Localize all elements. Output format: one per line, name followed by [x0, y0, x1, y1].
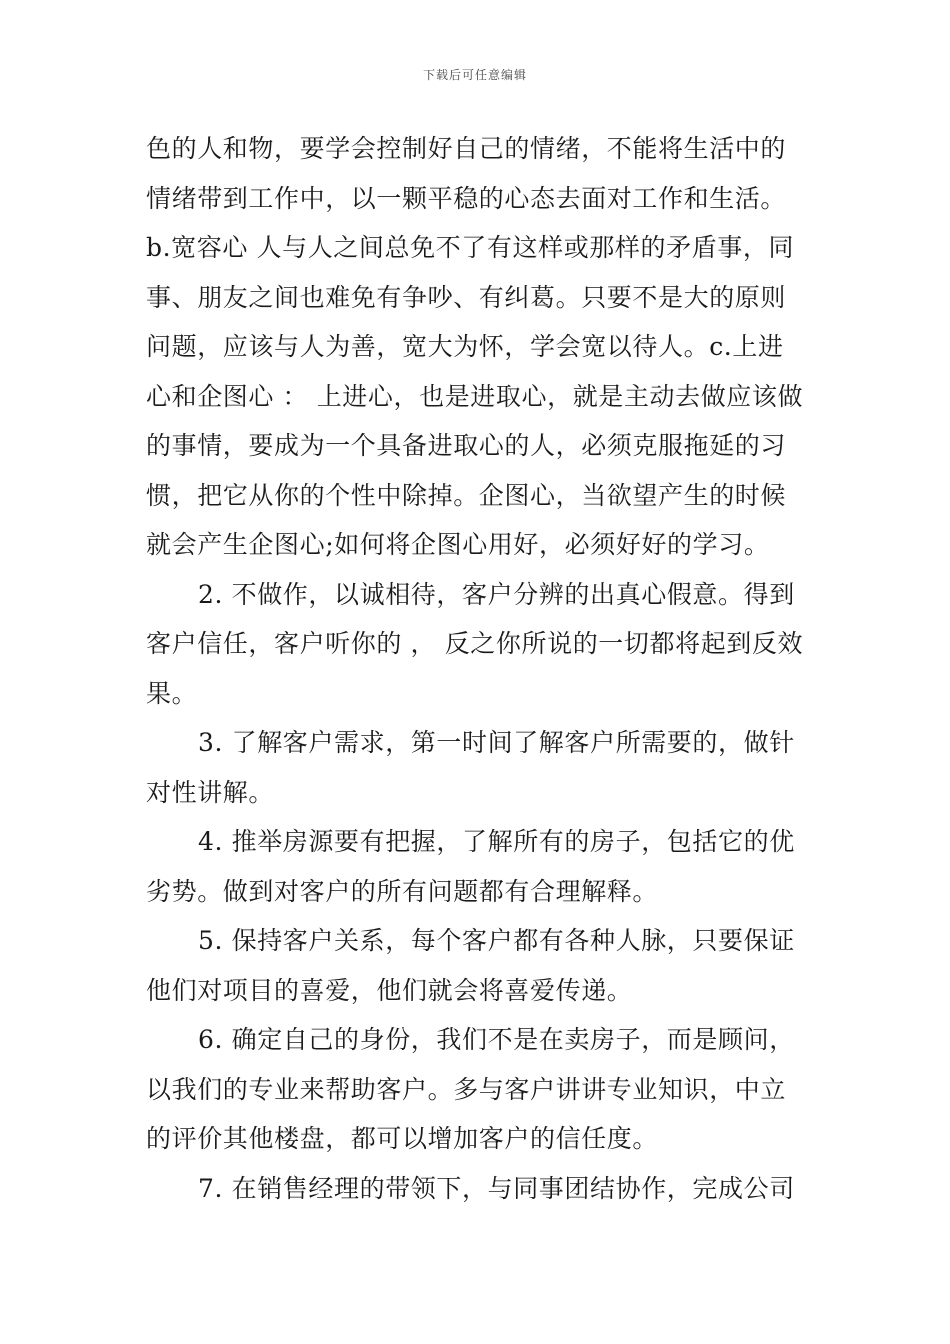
text-line: 客户信任，客户听你的 ， 反之你所说的一切都将起到反效 — [146, 629, 804, 658]
text-line: 6. 确定自己的身份，我们不是在卖房子，而是顾问， — [198, 1025, 795, 1054]
text-line: 果。 — [146, 678, 198, 708]
text-line: 情绪带到工作中，以一颗平稳的心态去面对工作和生活。 — [146, 183, 787, 213]
text-line: 问题，应该与人为善，宽大为怀，学会宽以待人。c.上进 — [146, 332, 784, 361]
page-header: 下载后可任意编辑 — [422, 68, 527, 82]
text-line: 4. 推举房源要有把握，了解所有的房子，包括它的优 — [198, 827, 795, 856]
text-line: 他们对项目的喜爱，他们就会将喜爱传递。 — [146, 975, 633, 1005]
text-line: 5. 保持客户关系，每个客户都有各种人脉，只要保证 — [198, 926, 795, 955]
text-line: 就会产生企图心;如何将企图心用好，必须好好的学习。 — [146, 530, 770, 559]
text-line: 心和企图心 ： 上进心，也是进取心，就是主动去做应该做 — [146, 381, 804, 411]
text-line: 的事情，要成为一个具备进取心的人，必须克服拖延的习 — [146, 431, 787, 460]
text-line: 对性讲解。 — [146, 777, 275, 807]
text-line: 事、朋友之间也难免有争吵、有纠葛。只要不是大的原则 — [146, 282, 787, 312]
text-line: 7. 在销售经理的带领下，与同事团结协作，完成公司 — [198, 1173, 795, 1203]
text-line: 色的人和物，要学会控制好自己的情绪，不能将生活中的 — [146, 134, 787, 163]
text-line: 惯，把它从你的个性中除掉。企图心，当欲望产生的时候 — [146, 480, 787, 510]
text-line: 2. 不做作，以诚相待，客户分辨的出真心假意。得到 — [198, 579, 795, 609]
text-line: b.宽容心 人与人之间总免不了有这样或那样的矛盾事，同 — [146, 233, 795, 262]
document-body — [146, 124, 816, 1213]
text-line: 以我们的专业来帮助客户。多与客户讲讲专业知识，中立 — [146, 1074, 787, 1104]
text-line: 3. 了解客户需求，第一时间了解客户所需要的，做针 — [198, 728, 795, 757]
text-line: 劣势。做到对客户的所有问题都有合理解释。 — [146, 876, 659, 906]
text-line: 的评价其他楼盘，都可以增加客户的信任度。 — [146, 1124, 659, 1153]
